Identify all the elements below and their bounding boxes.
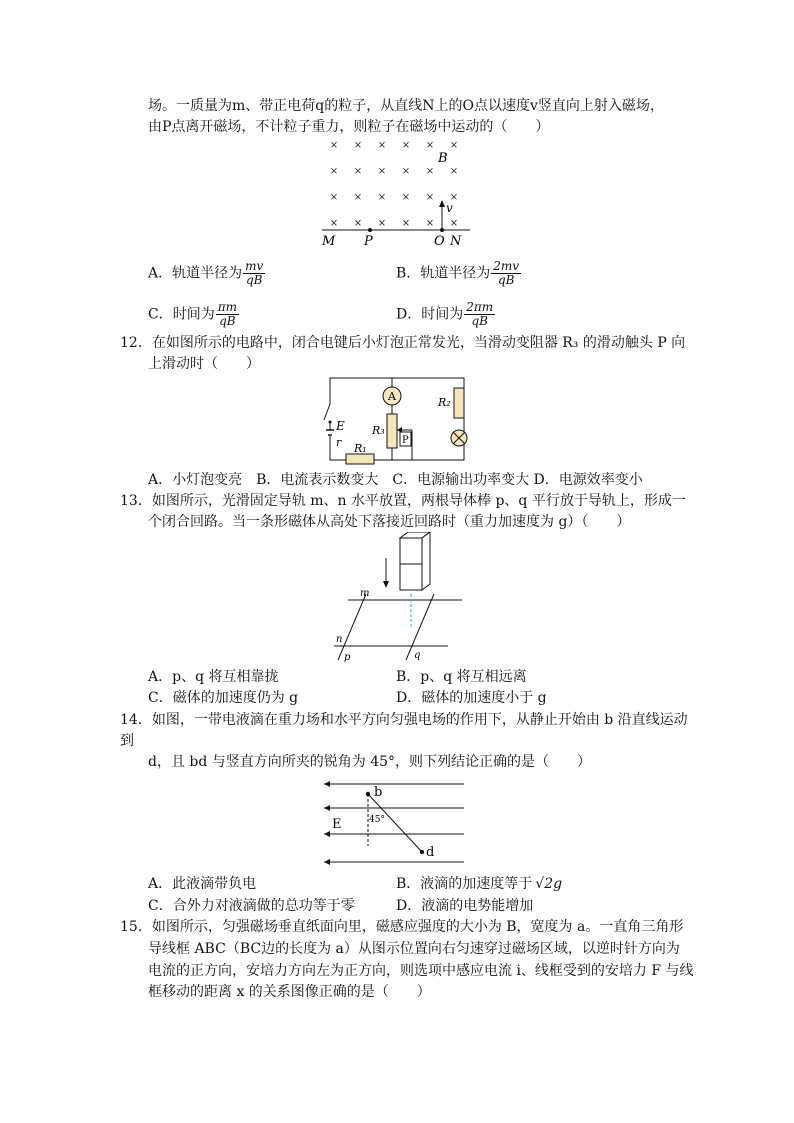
svg-text:×: × [449, 218, 459, 229]
svg-text:×: × [353, 140, 363, 151]
q11-line1: 场。一质量为m、带正电荷q的粒子，从直线N上的O点以速度v竖直向上射入磁场， [148, 98, 664, 114]
svg-text:×: × [425, 192, 435, 203]
svg-text:×: × [449, 166, 459, 177]
q13-option-b: B．p、q 将互相远离 [396, 669, 527, 685]
q12-circuit [316, 374, 476, 466]
svg-text:×: × [377, 166, 387, 177]
svg-text:×: × [377, 192, 387, 203]
q15-line4: 框移动的距离 x 的关系图像正确的是（ ） [148, 984, 431, 1000]
q14-option-d: D．液滴的电势能增加 [396, 898, 534, 914]
label-R2: R₂ [438, 396, 451, 409]
q14-line1: 14．如图，一带电液滴在重力场和水平方向匀强电场的作用下，从静止开始由 b 沿直线运动 [120, 712, 688, 728]
svg-text:×: × [401, 166, 411, 177]
q15-line1: 15．如图所示，匀强磁场垂直纸面向里，磁感应强度的大小为 B，宽度为 a。一直角三角形 [120, 919, 684, 935]
point-O: O [434, 234, 445, 248]
q14-line2: 到 [120, 733, 134, 749]
svg-text:×: × [401, 192, 411, 203]
svg-text:×: × [353, 192, 363, 203]
q15-line3: 电流的正方向，安培力方向左为正方向，则选项中感应电流 i、线框受到的安培力 F 与线 [148, 963, 694, 979]
ammeter-label: A [388, 390, 396, 403]
q13-option-c: C．磁体的加速度仍为 g [148, 690, 299, 706]
svg-text:×: × [329, 140, 339, 151]
q12-options: A．小灯泡变亮 B．电流表示数变大 C．电源输出功率变大 D．电源效率变小 [148, 472, 643, 488]
svg-text:×: × [401, 218, 411, 229]
svg-text:×: × [353, 218, 363, 229]
svg-text:×: × [377, 140, 387, 151]
svg-text:×: × [425, 140, 435, 151]
label-R1: R₁ [354, 442, 367, 455]
svg-text:×: × [377, 218, 387, 229]
label-R3: R₃ [372, 424, 385, 437]
svg-text:×: × [449, 140, 459, 151]
q11-option-c: C．时间为 $\frac{\pi m}{qB}$ [148, 300, 237, 328]
point-N: N [450, 234, 462, 248]
q11-line2: 由P点离开磁场，不计粒子重力，则粒子在磁场中运动的（ ） [148, 119, 550, 135]
label-P: P [402, 435, 409, 446]
q11-option-d: D．时间为 $\frac{2\pi m}{qB}$ [396, 300, 494, 328]
label-r: r [336, 436, 342, 449]
q14-option-a: A．此液滴带负电 [148, 876, 257, 892]
svg-text:×: × [329, 218, 339, 229]
q14-line3: d，且 bd 与竖直方向所夹的锐角为 45°，则下列结论正确的是（ ） [148, 754, 592, 770]
q14-figure [320, 776, 468, 868]
label-d: d [426, 845, 435, 860]
label-q: q [414, 650, 421, 661]
q13-line1: 13．如图所示，光滑固定导轨 m、n 水平放置，两根导体棒 p、q 平行放于导轨上，形成一 [120, 493, 686, 509]
svg-text:×: × [353, 166, 363, 177]
svg-text:×: × [329, 192, 339, 203]
label-angle: 45° [369, 815, 385, 825]
velocity-label: v [446, 201, 453, 215]
label-n: n [336, 634, 343, 645]
q11-figure [318, 134, 478, 248]
q14-option-b: B．液滴的加速度等于 √2g [396, 876, 563, 892]
point-P: P [364, 234, 373, 248]
svg-text:×: × [449, 192, 459, 203]
q13-option-d: D．磁体的加速度小于 g [396, 690, 547, 706]
label-b: b [374, 785, 383, 800]
q11-option-a: A．轨道半径为 $\frac{mv}{qB}$ [148, 259, 264, 287]
q12-line2: 上滑动时（ ） [148, 356, 260, 372]
svg-text:×: × [425, 166, 435, 177]
q13-option-a: A．p、q 将互相靠拢 [148, 669, 279, 685]
point-M: M [322, 234, 336, 248]
label-E: E [332, 817, 342, 832]
svg-text:×: × [425, 218, 435, 229]
label-m: m [360, 588, 370, 599]
svg-text:×: × [329, 166, 339, 177]
q13-line2: 个闭合回路。当一条形磁体从高处下落接近回路时（重力加速度为 g）（ ） [148, 514, 631, 530]
q15-line2: 导线框 ABC（BC边的长度为 a）从图示位置向右匀速穿过磁场区域，以逆时针方向为 [148, 941, 680, 957]
field-label: B [438, 151, 448, 166]
svg-text:×: × [401, 140, 411, 151]
q12-line1: 12．在如图所示的电路中，闭合电键后小灯泡正常发光，当滑动变阻器 R₃ 的滑动触头 P 向 [120, 335, 686, 351]
label-E: E [336, 419, 345, 433]
q11-option-b: B．轨道半径为 $\frac{2mv}{qB}$ [396, 259, 520, 287]
q13-figure [330, 532, 470, 664]
q14-option-c: C．合外力对液滴做的总功等于零 [148, 898, 355, 914]
label-p: p [344, 652, 351, 663]
